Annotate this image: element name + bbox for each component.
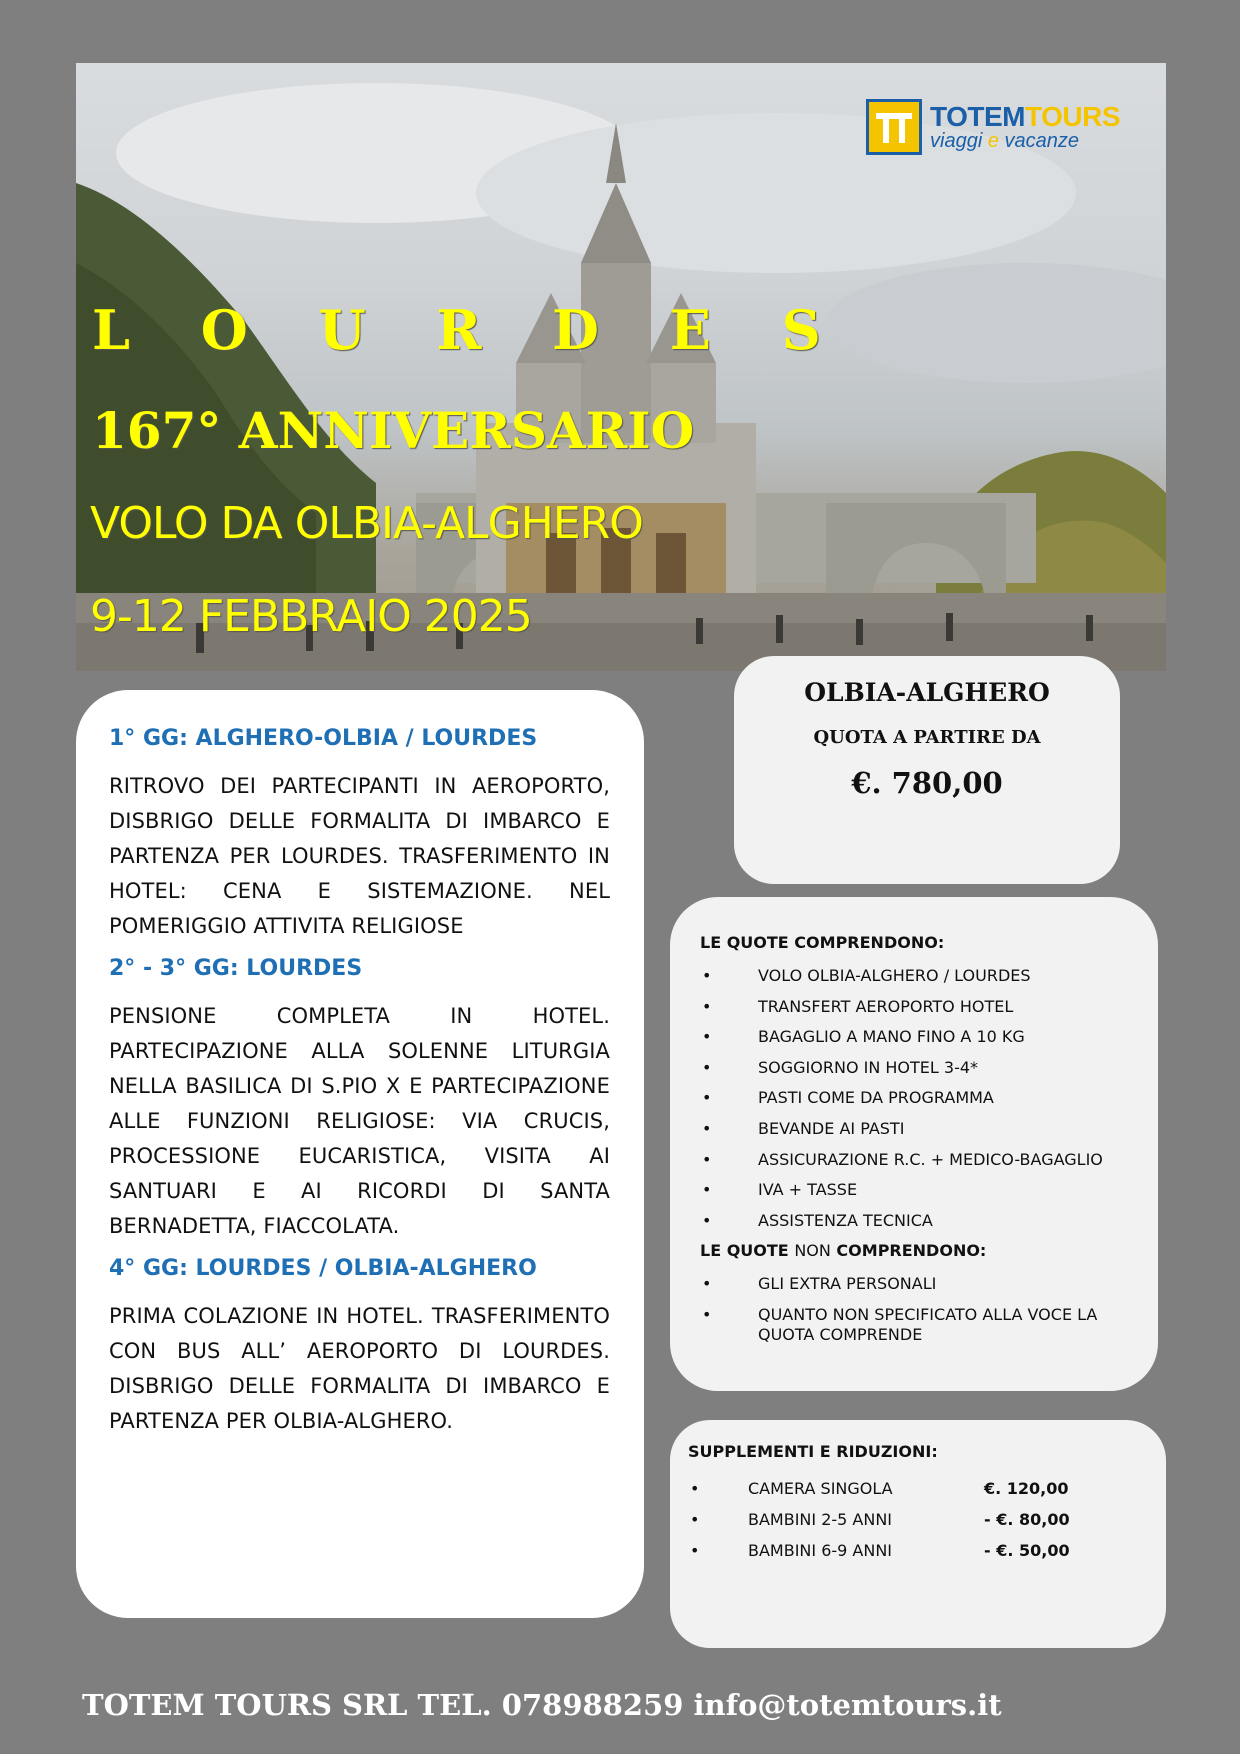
inclusions-box	[670, 897, 1158, 1391]
list-item: • ASSICURAZIONE R.C. + MEDICO-BAGAGLIO	[700, 1150, 1134, 1170]
excludes-title: LE QUOTE NON COMPRENDONO:	[700, 1241, 987, 1261]
list-item: • IVA + TASSE	[700, 1180, 1134, 1200]
flight-heading: VOLO DA OLBIA-ALGHERO	[90, 498, 643, 549]
itinerary-box	[76, 690, 644, 1618]
price-route: OLBIA-ALGHERO	[804, 678, 1050, 707]
list-item: • ASSISTENZA TECNICA	[700, 1211, 1134, 1231]
list-item: • SOGGIORNO IN HOTEL 3-4*	[700, 1058, 1134, 1078]
supplement-value: - €. 80,00	[984, 1510, 1070, 1529]
includes-title: LE QUOTE COMPRENDONO:	[700, 933, 945, 952]
supplement-label: BAMBINI 6-9 ANNI	[748, 1541, 893, 1560]
supplements-title: SUPPLEMENTI E RIDUZIONI:	[688, 1442, 938, 1461]
list-item: • GLI EXTRA PERSONALI	[700, 1274, 1134, 1294]
list-item: • QUANTO NON SPECIFICATO ALLA VOCE LA QUOTA COMPRENDE	[700, 1305, 1134, 1345]
page-title: L O U R D E S	[92, 298, 847, 362]
excludes-list	[700, 1274, 1134, 1345]
list-item: • BAGAGLIO A MANO FINO A 10 KG	[700, 1027, 1134, 1047]
day-description: RITROVO DEI PARTECIPANTI IN AEROPORTO, DISBRIGO DELLE FORMALITA DI IMBARCO E PARTENZA PER LOURDES. TRASFERIMENTO IN HOTEL: CENA E SISTEMAZIONE. NEL POMERIGGIO ATTIVITA RELIGIOSE	[109, 774, 610, 938]
hero-banner	[76, 63, 1166, 671]
date-heading: 9-12 FEBBRAIO 2025	[90, 591, 532, 642]
supplement-value: - €. 50,00	[984, 1541, 1070, 1560]
list-item: • VOLO OLBIA-ALGHERO / LOURDES	[700, 966, 1134, 986]
totem-tours-logo	[866, 99, 1120, 155]
supplement-value: €. 120,00	[984, 1479, 1069, 1498]
day-title: 2° - 3° GG: LOURDES	[109, 956, 363, 981]
supplement-row: • BAMBINI 6-9 ANNI - €. 50,00	[690, 1541, 1070, 1560]
price-label: QUOTA A PARTIRE DA	[813, 727, 1041, 748]
price-amount: €. 780,00	[851, 766, 1003, 800]
logo-name: TOTEMTOURS	[930, 100, 1120, 132]
day-description: PRIMA COLAZIONE IN HOTEL. TRASFERIMENTO CON BUS ALL’ AEROPORTO DI LOURDES. DISBRIGO DELLE FORMALITA DI IMBARCO E PARTENZA PER OLBIA-ALGHERO.	[109, 1304, 610, 1433]
day-title: 4° GG: LOURDES / OLBIA-ALGHERO	[109, 1256, 537, 1281]
day-title: 1° GG: ALGHERO-OLBIA / LOURDES	[109, 726, 538, 751]
includes-list	[700, 966, 1134, 1231]
list-item: • BEVANDE AI PASTI	[700, 1119, 1134, 1139]
supplement-row: • CAMERA SINGOLA €. 120,00	[690, 1479, 1069, 1498]
price-box	[734, 656, 1120, 884]
supplement-row: • BAMBINI 2-5 ANNI - €. 80,00	[690, 1510, 1070, 1529]
list-item: • PASTI COME DA PROGRAMMA	[700, 1088, 1134, 1108]
supplement-label: CAMERA SINGOLA	[748, 1479, 893, 1498]
supplement-label: BAMBINI 2-5 ANNI	[748, 1510, 893, 1529]
logo-tagline: viaggi e vacanze	[930, 130, 1080, 153]
supplements-box	[670, 1420, 1166, 1648]
list-item: • TRANSFERT AEROPORTO HOTEL	[700, 997, 1134, 1017]
logo-mark-icon	[866, 99, 922, 155]
day-description: PENSIONE COMPLETA IN HOTEL. PARTECIPAZIONE ALLA SOLENNE LITURGIA NELLA BASILICA DI S.PIO X E PARTECIPAZIONE ALLE FUNZIONI RELIGIOSE: VIA CRUCIS, PROCESSIONE EUCARISTICA, VISITA AI SANTUARI E AI RICORDI DI SANTA BERNADETTA, FIACCOLATA.	[109, 1004, 610, 1238]
anniversary-heading: 167° ANNIVERSARIO	[92, 401, 695, 460]
contact-footer: TOTEM TOURS SRL TEL. 078988259 info@totemtours.it	[82, 1688, 1002, 1722]
